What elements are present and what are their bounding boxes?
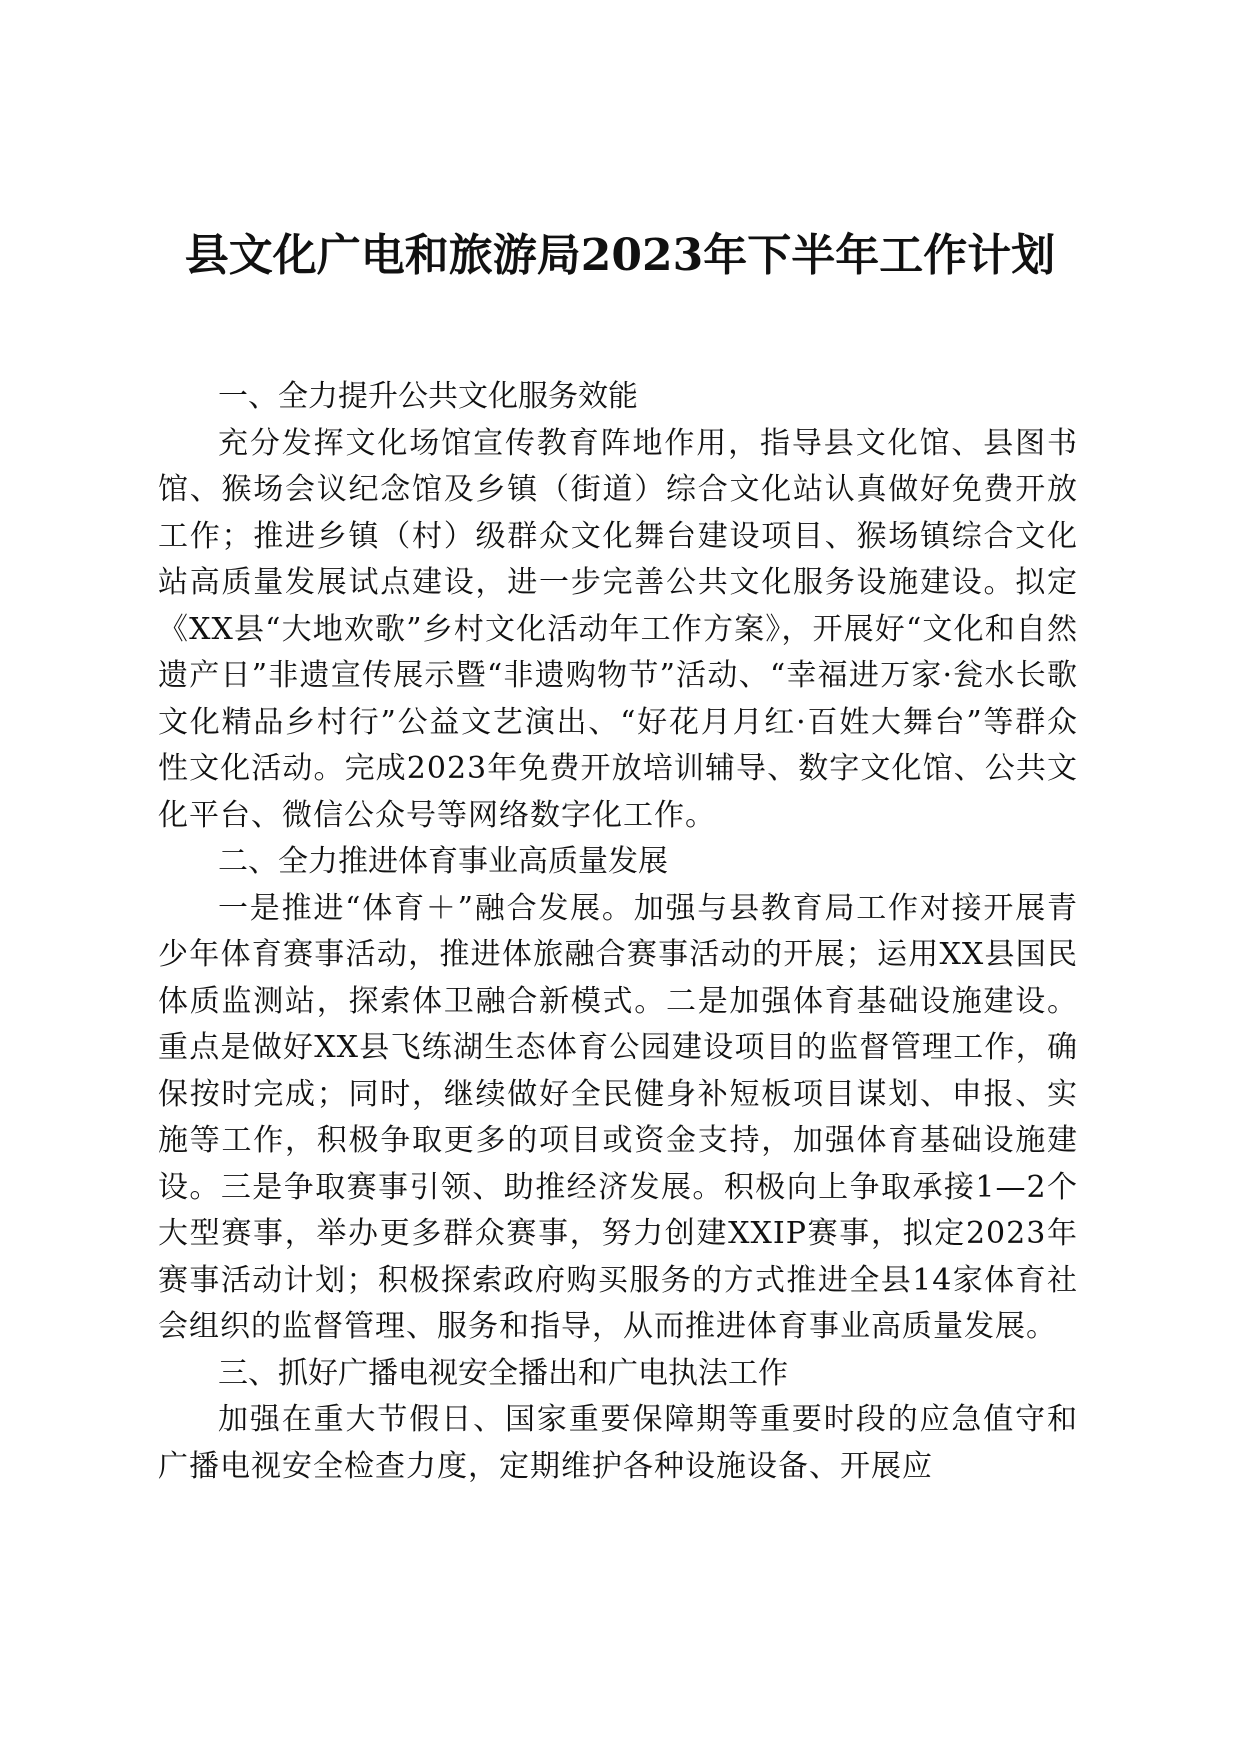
document-title: 县文化广电和旅游局2023年下半年工作计划 (184, 230, 1056, 281)
document-body (158, 374, 1078, 1490)
section-heading-sports: 二、全力推进体育事业高质量发展 (218, 844, 668, 879)
section-paragraph-public-culture: 充分发挥文化场馆宣传教育阵地作用，指导县文化馆、县图书馆、猴场会议纪念馆及乡镇（街道）综合文化站认真做好免费开放工作；推进乡镇（村）级群众文化舞台建设项目、猴场镇综合文化站高质量发展试点建设，进一步完善公共文化服务设施建设。拟定《XX县“大地欢歌”乡村文化活动年工作方案》，开展好“文化和自然遗产日”非遗宣传展示暨“非遗购物节”活动、“幸福进万家·瓮水长歌文化精品乡村行”公益文艺演出、“好花月月红·百姓大舞台”等群众性文化活动。完成2023年免费开放培训辅导、数字文化馆、公共文化平台、微信公众号等网络数字化工作。 (158, 425, 1078, 833)
section-paragraph-sports: 一是推进“体育＋”融合发展。加强与县教育局工作对接开展青少年体育赛事活动，推进体旅融合赛事活动的开展；运用XX县国民体质监测站，探索体卫融合新模式。二是加强体育基础设施建设。重点是做好XX县飞练湖生态体育公园建设项目的监督管理工作，确保按时完成；同时，继续做好全民健身补短板项目谋划、申报、实施等工作，积极争取更多的项目或资金支持，加强体育基础设施建设。三是争取赛事引领、助推经济发展。积极向上争取承接1—2个大型赛事，举办更多群众赛事，努力创建XXIP赛事，拟定2023年赛事活动计划；积极探索政府购买服务的方式推进全县14家体育社会组织的监督管理、服务和指导，从而推进体育事业高质量发展。 (158, 890, 1078, 1344)
section-heading-public-culture: 一、全力提升公共文化服务效能 (218, 379, 638, 414)
section-paragraph-broadcast: 加强在重大节假日、国家重要保障期等重要时段的应急值守和广播电视安全检查力度，定期维护各种设施设备、开展应 (158, 1402, 1078, 1484)
section-heading-broadcast: 三、抓好广播电视安全播出和广电执法工作 (218, 1355, 788, 1391)
